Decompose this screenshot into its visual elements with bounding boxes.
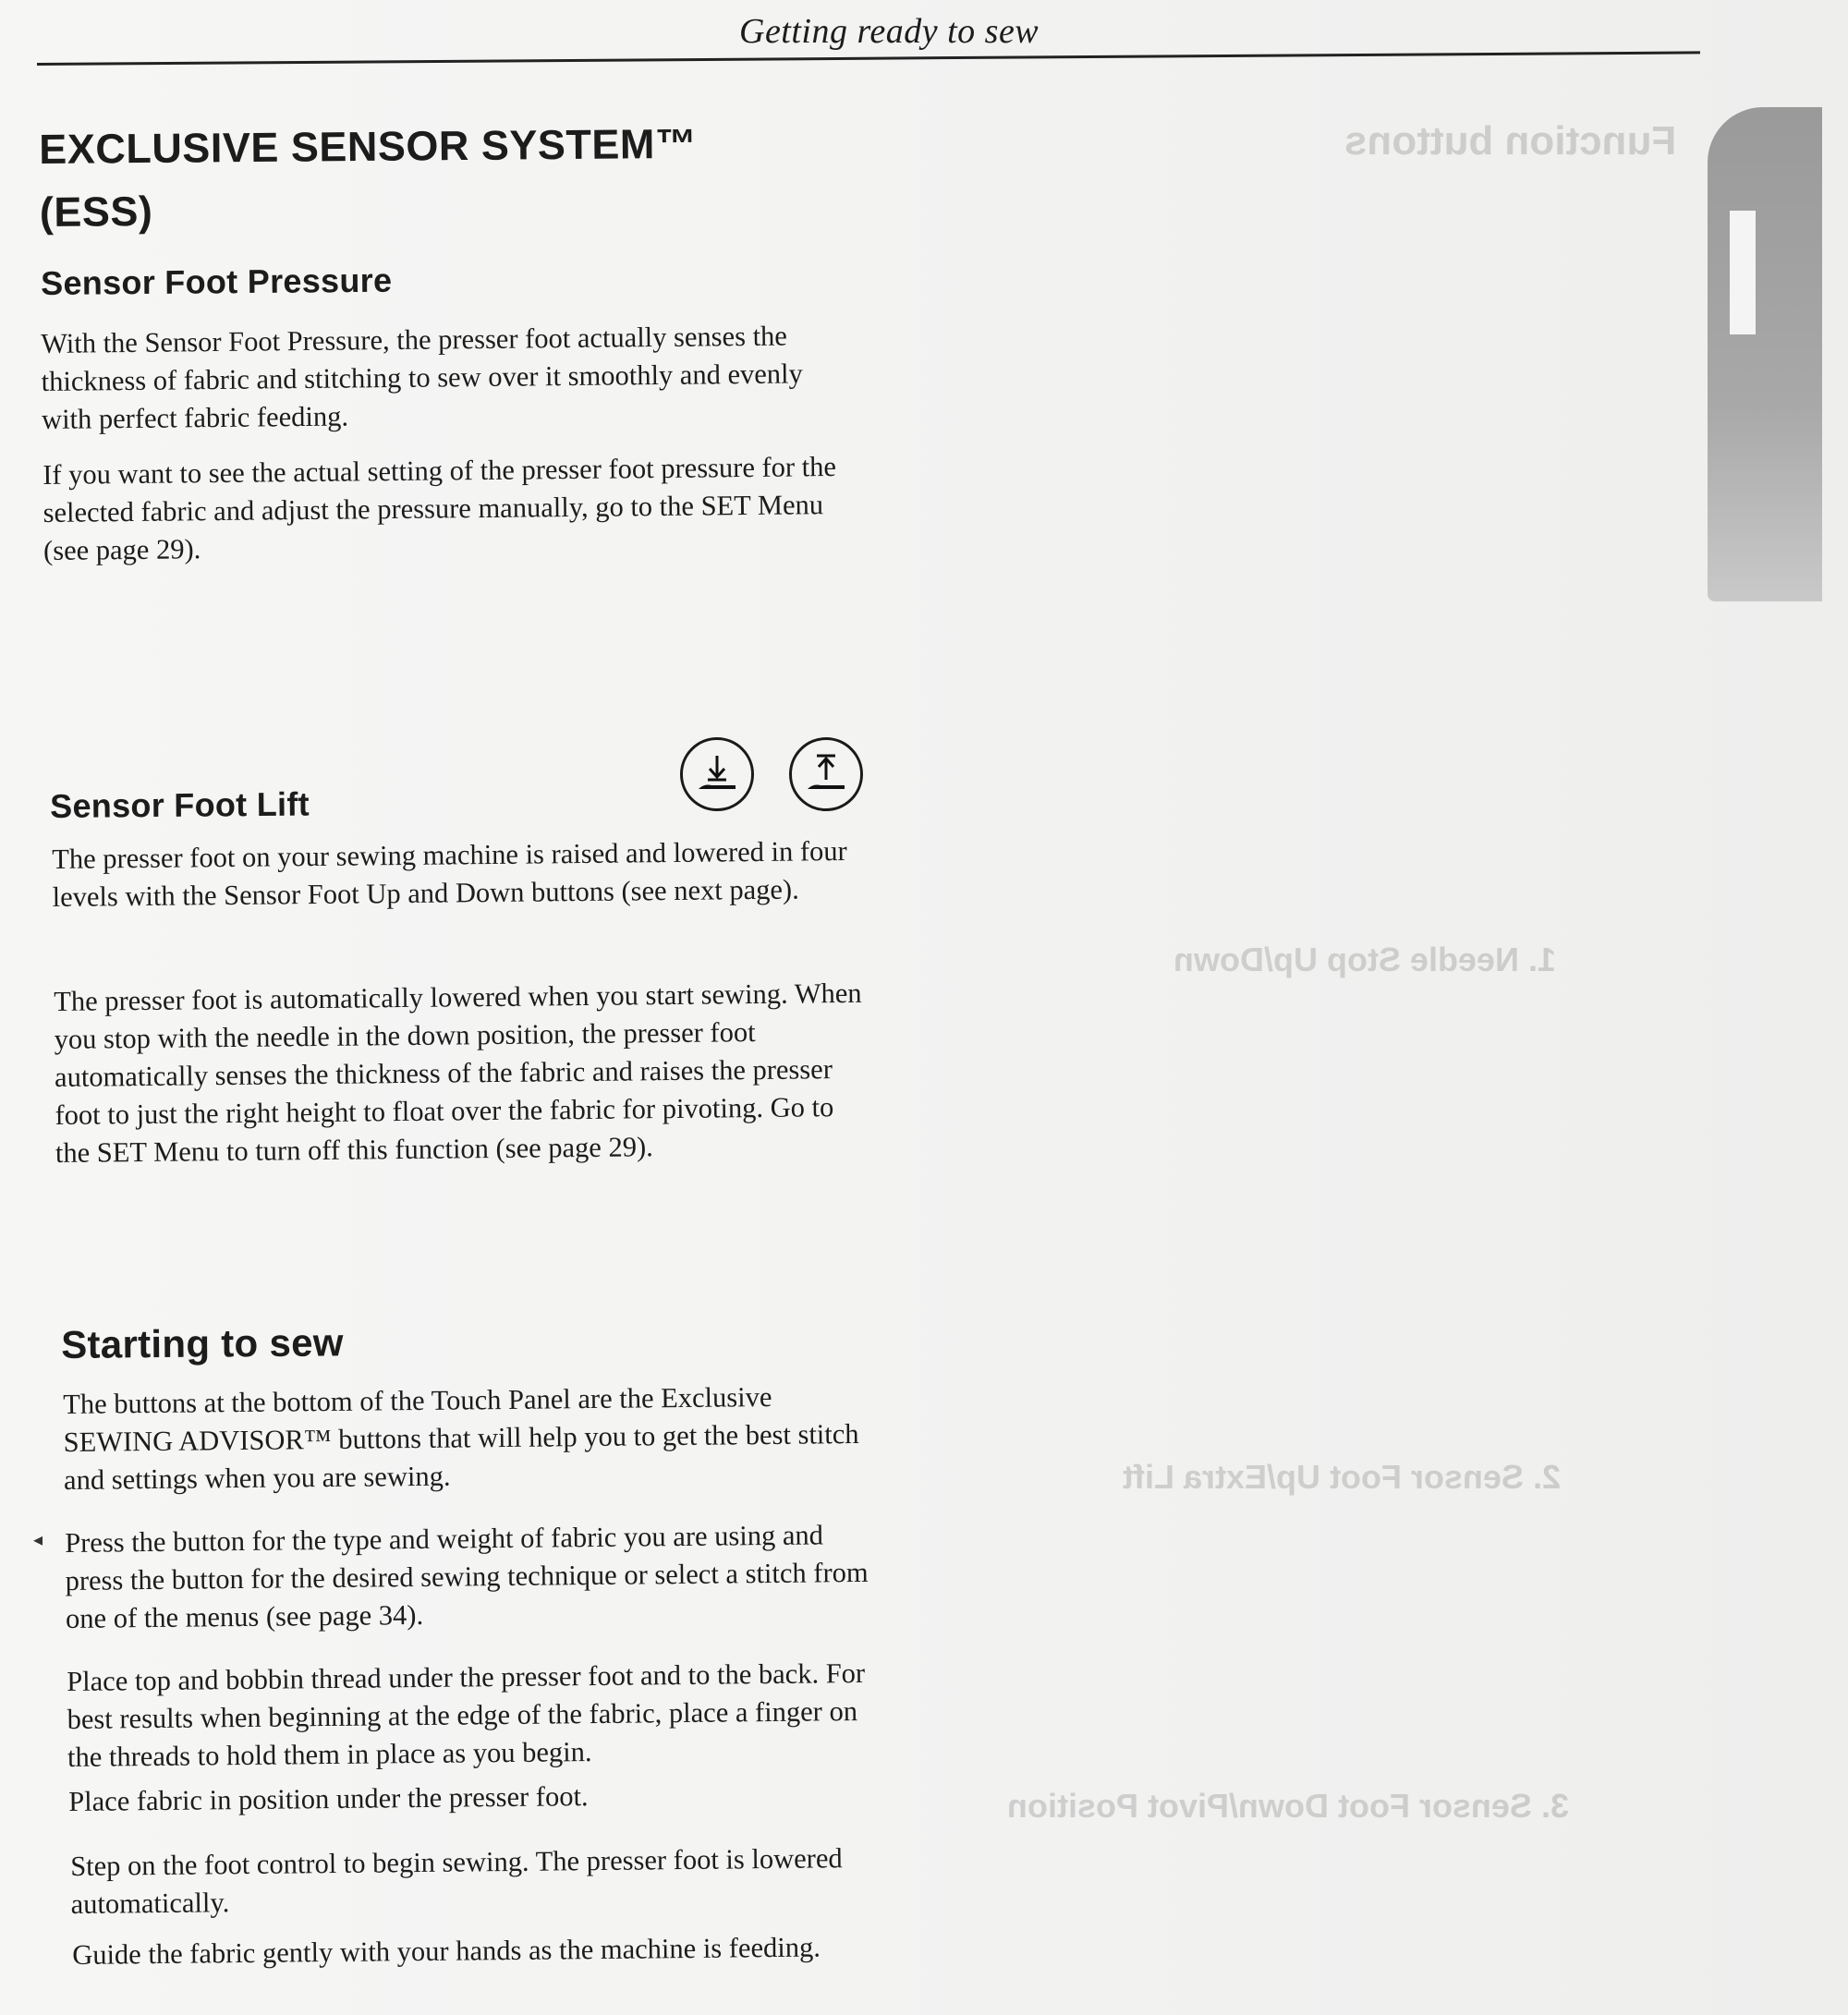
paragraph-lift-1: The presser foot on your sewing machine is raised and lowered in four levels with the Sensor Foot Up and Down buttons (see next page). [52,834,847,913]
page-title-line-2: (ESS) [39,187,153,236]
paragraph-starting-1: The buttons at the bottom of the Touch Panel are the Exclusive SEWING ADVISOR™ buttons that will help you to get the best stitch and settings when you are sewing. [63,1380,859,1496]
paragraph-starting-3: Place top and bobbin thread under the presser foot and to the back. For best results when beginning at the edge of the fabric, place a finger on the threads to hold them in place as you begin. [67,1657,866,1773]
paragraph-starting-5: Step on the foot control to begin sewing. The presser foot is lowered automatically. [70,1842,843,1920]
paragraph-starting-6: Guide the fabric gently with your hands as the machine is feeding. [72,1931,821,1971]
section-heading-starting-to-sew: Starting to sew [61,1320,344,1366]
sensor-foot-buttons-illustration [680,737,865,811]
bleed-through-heading-4: 3. Sensor Foot Down/Pivot Position [1007,1787,1570,1825]
header-rule [37,51,1700,66]
paragraph-pressure-2: If you want to see the actual setting of the presser foot pressure for the selected fabric and adjust the pressure manually, go to the SET Menu (see page 29). [43,451,837,566]
section-heading-sensor-foot-lift: Sensor Foot Lift [50,784,310,825]
paragraph-pressure-1: With the Sensor Foot Pressure, the presser foot actually senses the thickness of fabric and stitching to sew over it smoothly and evenly with perfect fabric feeding. [41,320,803,435]
sensor-foot-down-icon [680,737,754,811]
paragraph-lift-2: The presser foot is automatically lowered when you start sewing. When you stop with the needle in the down position, the presser foot automatically senses the thickness of the fabric and raises the presser foot to just the right height to float over the fabric for pivoting. Go to the SET Menu to turn off this function (see page 29). [54,977,862,1169]
sensor-foot-up-icon [789,737,863,811]
page-title [39,111,871,244]
running-header: Getting ready to sew [739,12,1040,51]
foot-down-glyph [691,748,743,800]
paragraph-starting-2: Press the button for the type and weight of fabric you are using and press the button for the desired sewing technique or select a stitch from one of the menus (see page 34). [65,1519,869,1634]
bleed-through-heading-2: 1. Needle Stop Up/Down [1173,941,1557,978]
foot-up-glyph [800,748,852,800]
section-heading-sensor-foot-pressure: Sensor Foot Pressure [41,261,393,302]
chapter-tab-marker [1730,211,1756,334]
page-title-line-1: EXCLUSIVE SENSOR SYSTEM™ [39,119,698,173]
paragraph-starting-4: Place fabric in position under the presser foot. [68,1780,589,1817]
bleed-through-heading-3: 2. Sensor Foot Up/Extra Lift [1123,1458,1562,1496]
bleed-through-heading-1: Function buttons [1344,118,1677,164]
chapter-tab [1708,107,1822,601]
margin-mark: ◂ [33,1530,43,1550]
